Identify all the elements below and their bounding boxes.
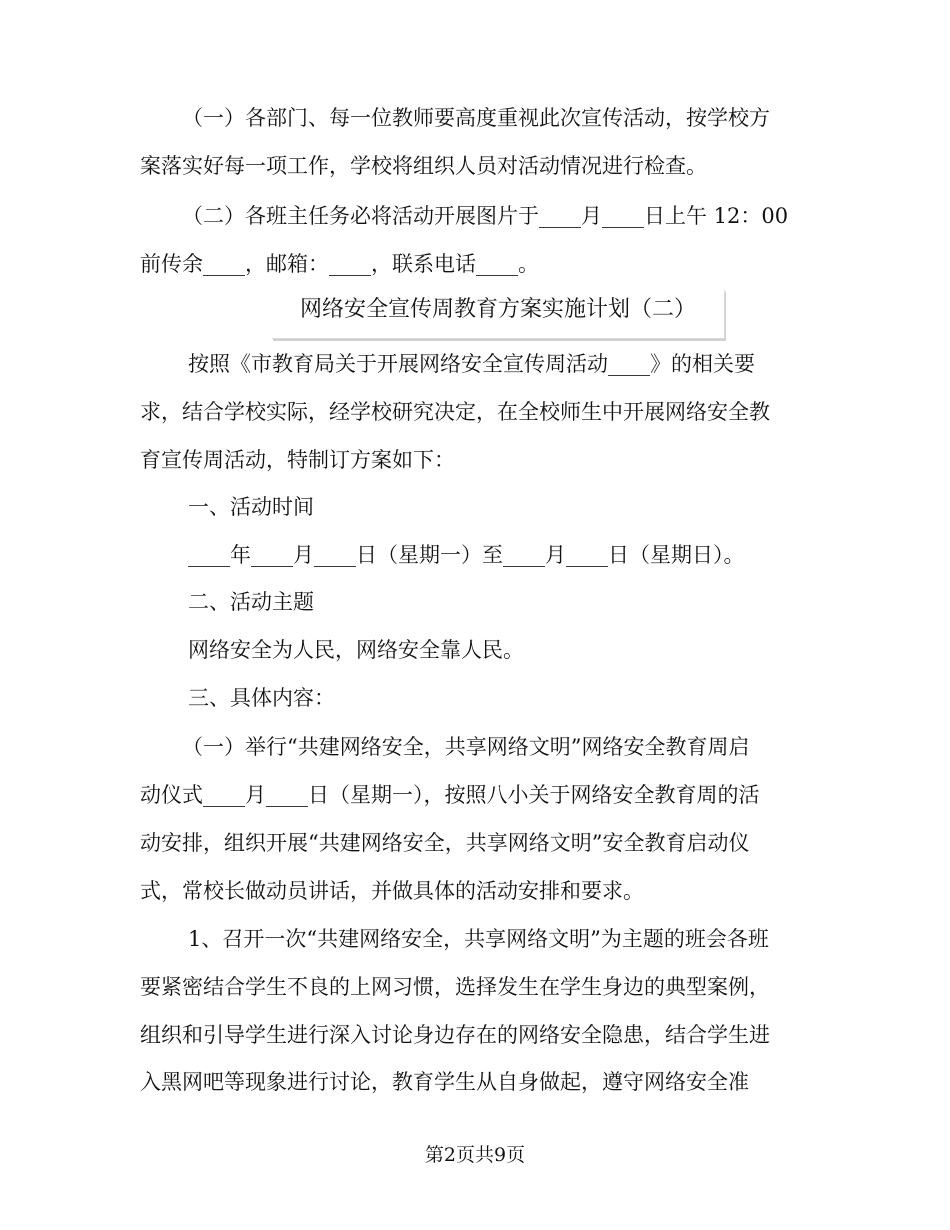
paragraph-line: ____年____月____日（星期一）至____月____日（星期日）。 — [188, 543, 745, 567]
paragraph-line: （一）各部门、每一位教师要高度重视此次宣传活动，按学校方 — [182, 106, 770, 130]
heading-activity-theme: 二、活动主题 — [188, 590, 314, 614]
heading-activity-time: 一、活动时间 — [188, 495, 314, 519]
paragraph-line: （二）各班主任务必将活动开展图片于____月____日上午 12：00 — [182, 204, 789, 228]
paragraph-line: 动仪式____月____日（星期一），按照八小关于网络安全教育周的活 — [140, 783, 760, 807]
paragraph-line: 育宣传周活动，特制订方案如下： — [140, 448, 455, 472]
page-number: 第2页共9页 — [424, 1144, 526, 1166]
paragraph-line: 按照《市教育局关于开展网络安全宣传周活动____》的相关要 — [188, 352, 755, 376]
paragraph-line: 入黑网吧等现象进行讨论，教育学生从自身做起，遵守网络安全准 — [140, 1070, 749, 1094]
section-title: 网络安全宣传周教育方案实施计划（二） — [272, 290, 725, 339]
paragraph-line: （一）举行“共建网络安全，共享网络文明”网络安全教育周启 — [182, 735, 750, 759]
paragraph-line: 式，常校长做动员讲话，并做具体的活动安排和要求。 — [140, 879, 644, 903]
paragraph-line: 求，结合学校实际，经学校研究决定，在全校师生中开展网络安全教 — [140, 400, 770, 424]
paragraph-line: 动安排，组织开展“共建网络安全，共享网络文明”安全教育启动仪 — [140, 831, 750, 855]
paragraph-line: 组织和引导学生进行深入讨论身边存在的网络安全隐患，结合学生进 — [140, 1023, 770, 1047]
paragraph-line: 前传余____，邮箱：____，联系电话____。 — [140, 252, 539, 276]
paragraph-line: 案落实好每一项工作，学校将组织人员对活动情况进行检查。 — [140, 154, 707, 178]
heading-specific-content: 三、具体内容： — [188, 686, 335, 710]
paragraph-line: 网络安全为人民，网络安全靠人民。 — [188, 638, 524, 662]
paragraph-line: 要紧密结合学生不良的上网习惯，选择发生在学生身边的典型案例， — [140, 975, 770, 999]
paragraph-line: 1、召开一次“共建网络安全，共享网络文明”为主题的班会各班 — [188, 927, 769, 951]
